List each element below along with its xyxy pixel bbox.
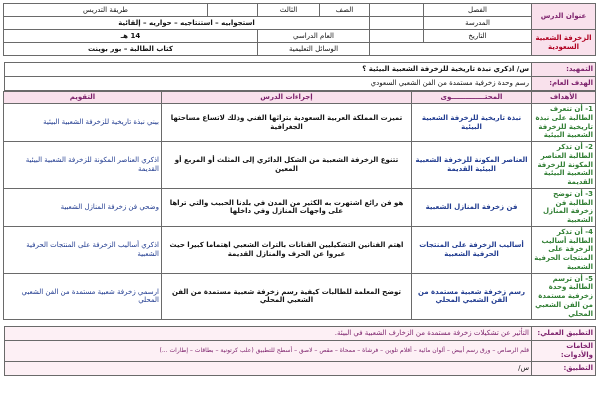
evaluation-cell: اذكري أساليب الزخرفة على المنتجات الحرفية الشعبية: [4, 226, 162, 273]
materials-value: قلم الرصاص – ورق رسم أبيض – ألوان مائية – أقلام تلوين – فرشاة – ممحاة – مقص – لاصق – أسطح للتطبيق (علب كرتونية – بطاقات – إطارات ...): [5, 341, 532, 362]
table-row: [4, 273, 596, 320]
lesson-plan-page: [4, 3, 596, 397]
intro-table: [4, 62, 596, 91]
objective-cell: 4- أن تذكر الطالبة أساليب الزخرفة على المنتجات الحرفية الشعبية: [532, 226, 596, 273]
objective-cell: 3- أن توضح الطالبة فن زخرفة المنازل الشعبية: [532, 188, 596, 226]
homework-label: التطبيق:: [532, 361, 596, 375]
content-cell: فن زخرفة المنازل الشعبية: [412, 188, 532, 226]
date-label: التاريخ: [424, 30, 532, 43]
objective-cell: 1- أن تتعرف الطالبة على نبذة تاريخية للزخرفة الشعبية البيئية: [532, 104, 596, 142]
intro-label: التمهيد:: [532, 63, 596, 77]
objective-cell: 5- أن ترسم الطالبة وحدة زخرفية مستمدة من الفن الشعبي المحلي: [532, 273, 596, 320]
table-row: [4, 142, 596, 189]
col-evaluation: التقويم: [4, 92, 162, 104]
grade-value: الثالث: [258, 4, 320, 17]
content-cell: نبذة تاريخية للزخرفة الشعبية البيئية: [412, 104, 532, 142]
practical-value: التأثير عن تشكيلات زخرفة مستمدة من الزخارف الشعبية في البيئة.: [5, 327, 532, 341]
date-value: [370, 30, 424, 43]
col-objectives: الأهداف: [532, 92, 596, 104]
date-extra: [370, 43, 532, 56]
procedure-cell: توضح المعلمة للطالبات كيفية رسم زخرفة شعبية مستمدة من الفن الشعبي المحلي: [162, 273, 412, 320]
general-goal-value: رسم وحدة زخرفية مستمدة من الفن الشعبي السعودي: [5, 77, 532, 91]
header-table: [3, 3, 596, 56]
table-row: [4, 104, 596, 142]
practical-label: التطبيق العملي:: [532, 327, 596, 341]
evaluation-cell: ارسمي زخرفة شعبية مستمدة من الفن الشعبي المحلي: [4, 273, 162, 320]
materials-label: الخامات والأدوات:: [532, 341, 596, 362]
table-row: [4, 188, 596, 226]
lesson-title-label: عنوان الدرس: [532, 4, 596, 30]
school-label: المدرسة: [424, 17, 532, 30]
intro-value: س/ اذكري نبذة تاريخية للزخرفة الشعبية البيئية ؟: [5, 63, 532, 77]
aids-label: الوسائل التعليمية: [258, 43, 370, 56]
footer-table: [4, 326, 596, 376]
objectives-table: [3, 91, 596, 320]
objective-cell: 2- أن تذكر الطالبة العناصر المكونة للزخرفة الشعبية البيئية القديمة: [532, 142, 596, 189]
school-value: [370, 17, 424, 30]
procedure-cell: تتنوع الزخرفة الشعبية من الشكل الدائري إلى المثلث أو المربع أو المعين: [162, 142, 412, 189]
chapter-label: الفصل: [424, 4, 532, 17]
table-row: [4, 226, 596, 273]
content-cell: أساليب الزخرفة على المنتجات الحرفية الشعبية: [412, 226, 532, 273]
chapter-value: [370, 4, 424, 17]
lesson-title-value: الزخرفة الشعبية السعودية: [532, 30, 596, 56]
col-content: المحتــــــــــــــوى: [412, 92, 532, 104]
aids-value: كتاب الطالبة – بور بوينت: [4, 43, 258, 56]
col-procedures: إجراءات الدرس: [162, 92, 412, 104]
evaluation-cell: اذكري العناصر المكونة للزخرفة الشعبية البيئية القديمة: [4, 142, 162, 189]
spacer-cell: [208, 4, 258, 17]
procedure-cell: اهتم الفنانين التشكيليين الفنانات بالتراث الشعبي اهتماما كبيرا حيث عبروا عن الحرف والمنازل القديمة: [162, 226, 412, 273]
grade-label: الصف: [320, 4, 370, 17]
content-cell: رسم زخرفة شعبية مستمدة من الفن الشعبي المحلي: [412, 273, 532, 320]
procedure-cell: تميزت المملكة العربية السعودية بتراثها الفني وذلك لاتساع مساحتها الجغرافية: [162, 104, 412, 142]
method-value: استجوابيه – استنتاجيه – حواريه – إلقائية: [4, 17, 370, 30]
general-goal-label: الهدف العام:: [532, 77, 596, 91]
method-label: طريقة التدريس: [4, 4, 208, 17]
evaluation-cell: وضحي فن زخرفة المنازل الشعبية: [4, 188, 162, 226]
procedure-cell: هو فن رائع اشتهرت به الكثير من المدن في بلدنا الحبيب والتي تراها على واجهات المنازل وفي داخلها: [162, 188, 412, 226]
year-value: 14 هـ: [4, 30, 258, 43]
year-label: العام الدراسي: [258, 30, 370, 43]
homework-value: س/: [5, 361, 532, 375]
content-cell: العناصر المكونة للزخرفة الشعبية البيئية القديمة: [412, 142, 532, 189]
evaluation-cell: بيني نبذة تاريخية للزخرفة الشعبية البيئية: [4, 104, 162, 142]
